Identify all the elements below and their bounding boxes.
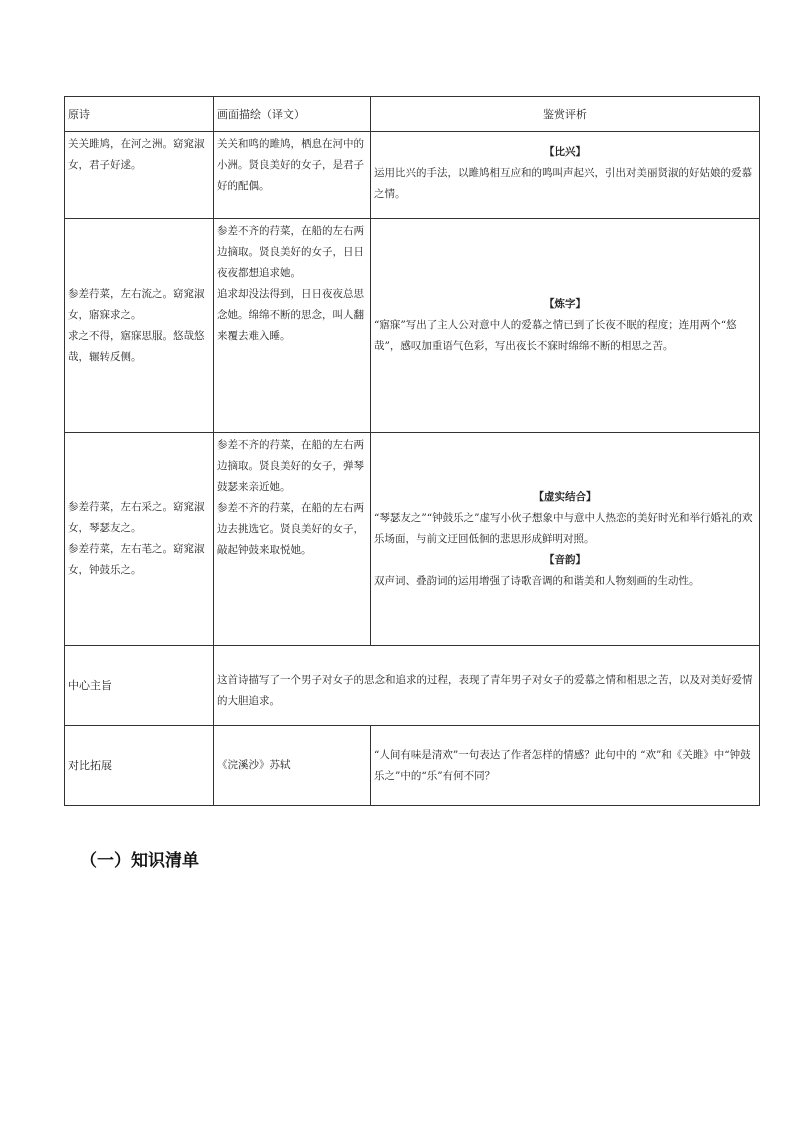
technique-tag: 【虚实结合】: [533, 490, 597, 503]
analysis-cell: [371, 132, 760, 219]
poem-line: 参差荇菜，左右芼之。窈窕淑女，钟鼓乐之。: [68, 543, 205, 576]
poem-line: 求之不得，寤寐思服。悠哉悠哉，辗转反侧。: [68, 329, 205, 363]
poem-line: 参差荇菜，左右采之。窈窕淑女，琴瑟友之。: [68, 501, 205, 534]
translation-cell: [214, 219, 371, 433]
translation-line: 追求却没法得到，日日夜夜总思念她。绵绵不断的思念，叫人翻来覆去难入睡。: [217, 288, 364, 342]
technique-tag: 【比兴】: [544, 146, 586, 158]
table-row: [65, 132, 760, 219]
translation-cell: 关关和鸣的雎鸠，栖息在河中的小洲。贤良美好的女子，是君子好的配偶。: [214, 132, 371, 219]
translation-line: 参差不齐的荇菜，在船的左右两边去挑选它。贤良美好的女子，敲起钟鼓来取悦她。: [217, 502, 364, 556]
analysis-text: 运用比兴的手法，以雎鸠相互应和的鸣叫声起兴，引出对美丽贤淑的好姑娘的爱慕之情。: [374, 167, 752, 200]
table-row: [65, 219, 760, 433]
theme-label: 中心主旨: [65, 646, 214, 726]
header-analysis: 鉴赏评析: [371, 97, 760, 132]
header-translation: 画面描绘（译文）: [214, 97, 371, 132]
analysis-cell: [371, 219, 760, 433]
poem-line: 参差荇菜，左右流之。窈窕淑女，寤寐求之。: [68, 287, 205, 321]
theme-content: 这首诗描写了一个男子对女子的思念和追求的过程，表现了青年男子对女子的爱慕之情和相思之苦，以及对美好爱情的大胆追求。: [214, 646, 760, 726]
technique-tag: 【音韵】: [544, 553, 586, 566]
translation-line: 参差不齐的荇菜，在船的左右两边摘取。贤良美好的女子，弹琴鼓瑟来亲近她。: [217, 439, 364, 493]
poem-cell: 关关雎鸠，在河之洲。窈窕淑女，君子好逑。: [65, 132, 214, 219]
poem-analysis-table: [64, 96, 760, 806]
section-title: （一）知识清单: [80, 851, 199, 871]
header-original-poem: 原诗: [65, 97, 214, 132]
translation-cell: [214, 433, 371, 646]
poem-cell: [65, 433, 214, 646]
comparison-question: “人间有味是清欢”一句表达了作者怎样的情感？此句中的 “欢”和《关雎》中“钟鼓乐之”中的“乐”有何不同？: [371, 726, 760, 806]
table-header-row: [65, 97, 760, 132]
table-row: [65, 726, 760, 806]
translation-line: 参差不齐的荇菜，在船的左右两边摘取。贤良美好的女子，日日夜夜都想追求她。: [217, 225, 364, 279]
comparison-label: 对比拓展: [65, 726, 214, 806]
technique-tag: 【炼字】: [544, 298, 586, 310]
analysis-text: “琴瑟友之”“钟鼓乐之”虚写小伙子想象中与意中人热恋的美好时光和举行婚礼的欢乐场面，与前文迂回低徊的悲思形成鲜明对照。: [374, 511, 753, 545]
analysis-cell: [371, 433, 760, 646]
table-row: [65, 646, 760, 726]
comparison-work: 《浣溪沙》苏轼: [214, 726, 371, 806]
table-row: [65, 433, 760, 646]
analysis-text: 双声词、叠韵词的运用增强了诗歌音调的和谐美和人物刻画的生动性。: [374, 574, 700, 587]
poem-cell: [65, 219, 214, 433]
analysis-text: “寤寐”写出了主人公对意中人的爱慕之情已到了长夜不眠的程度；连用两个“悠哉”，感叹加重语气色彩，写出夜长不寐时绵绵不断的相思之苦。: [374, 319, 737, 352]
